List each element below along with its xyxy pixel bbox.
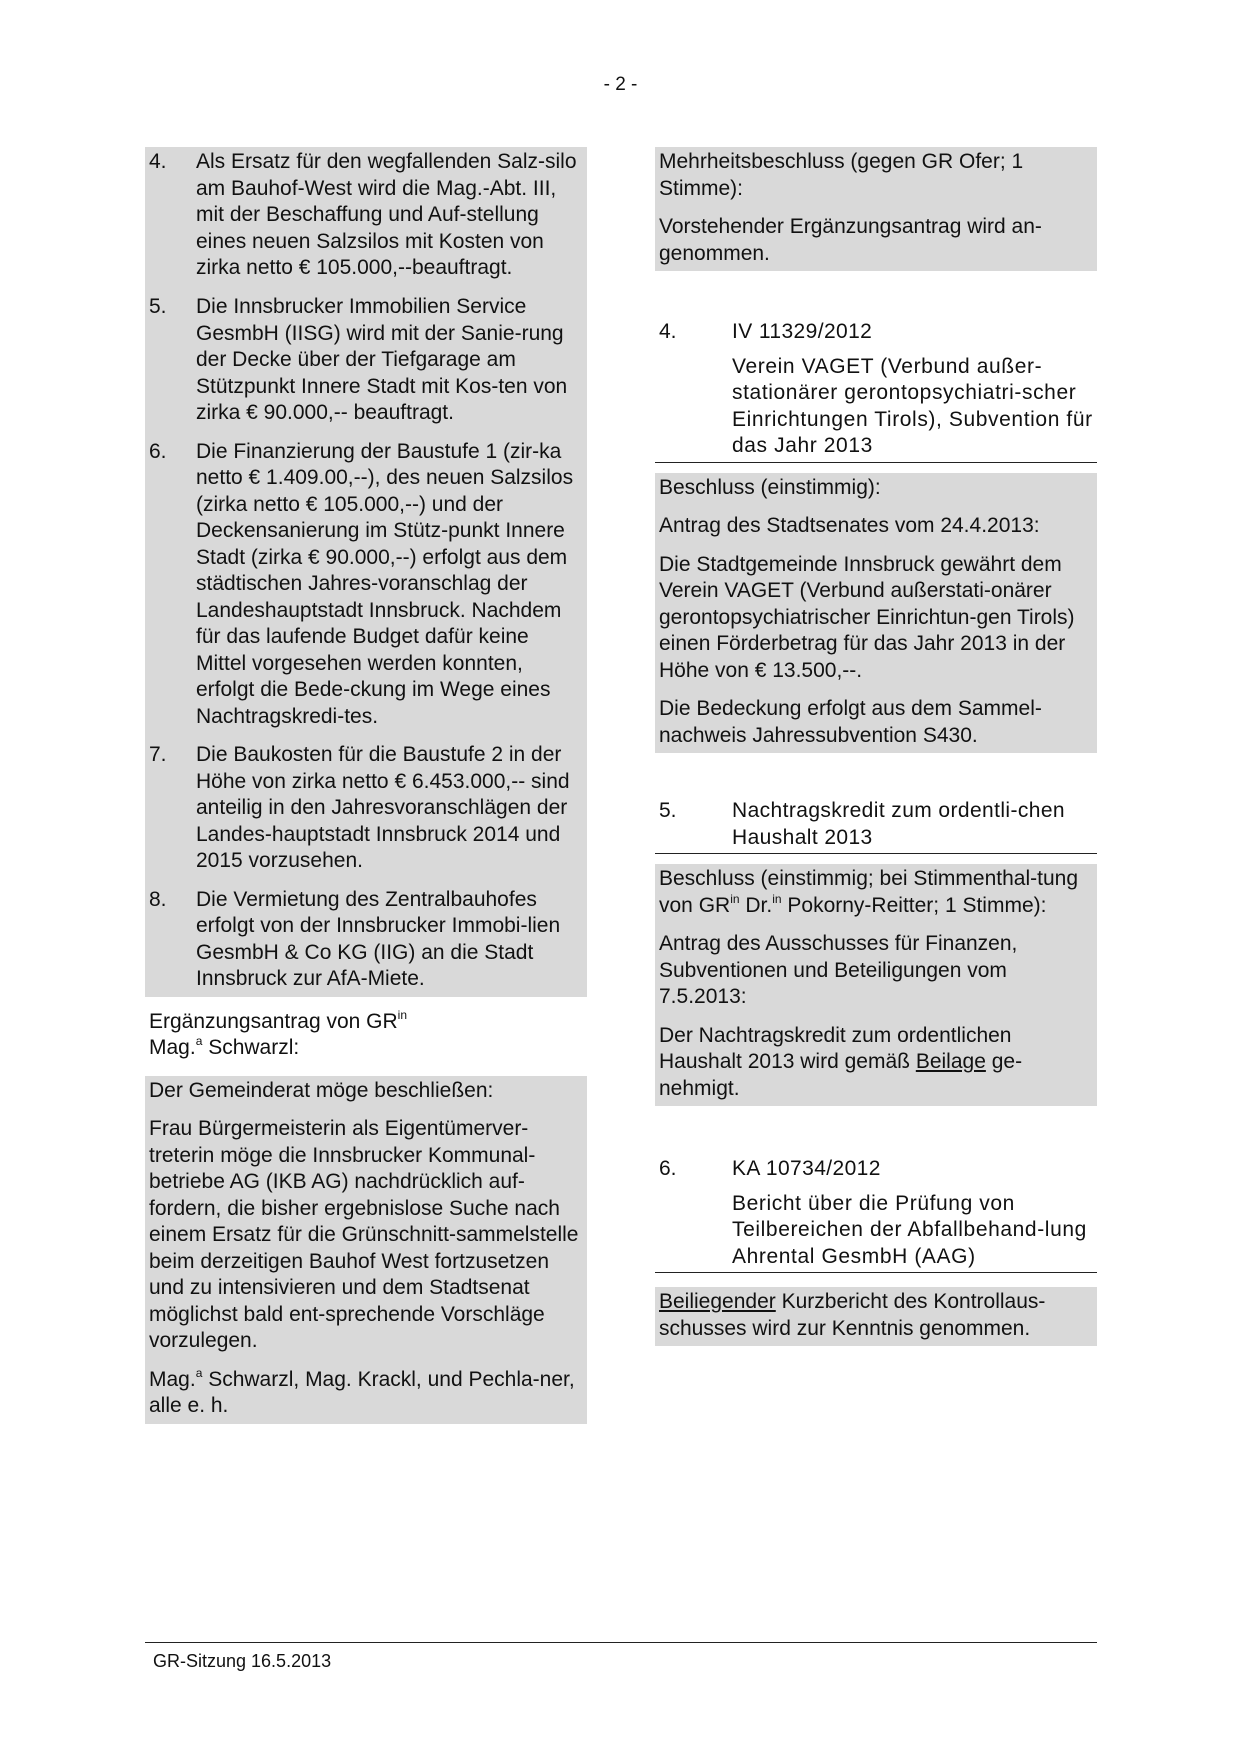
section-rule (655, 1272, 1097, 1273)
section-rule (655, 853, 1097, 854)
majority-resolution: Mehrheitsbeschluss (gegen GR Ofer; 1 Stimme): Vorstehender Ergänzungsantrag wird an-genommen. (655, 147, 1097, 271)
section-4-body: Beschluss (einstimmig): Antrag des Stadtsenates vom 24.4.2013: Die Stadtgemeinde Innsbruck gewährt dem Verein VAGET (Verbund außerstati-onärer gerontopsychiatrischer Einrichtun-gen Tirols) einen Förderbetrag für das Jahr 2013 in der Höhe von € 13.500,--. Die Bedeckung erfolgt aus dem Sammel-nachweis Jahressubvention S430. (655, 473, 1097, 754)
right-column (655, 147, 1097, 1346)
list-item: 7. Die Baukosten für die Baustufe 2 in der Höhe von zirka netto € 6.453.000,-- sind anteilig in den Jahresvoranschlägen der Landes-hauptstadt Innsbruck 2014 und 2015 vorzusehen. (149, 743, 570, 872)
footer-rule (145, 1642, 1097, 1643)
list-item: 6. Die Finanzierung der Baustufe 1 (zir-ka netto € 1.409.00,--), des neuen Salzsilos (zirka netto € 105.000,--) und der Deckensanierung im Stütz-punkt Innere Stadt (zirka € 90.000,--) erfolgt aus dem städtischen Jahres-voranschlag der Landeshauptstadt Innsbruck. Nachdem für das laufende Budget dafür keine Mittel vorgesehen werden konnten, erfolgt die Bede-ckung im Wege eines Nachtragskredi-tes. (149, 439, 574, 728)
section-4-title: Verein VAGET (Verbund außer-stationärer gerontopsychiatri-scher Einrichtungen Tirols), Subvention für das Jahr 2013 (732, 354, 1093, 457)
section-4-heading: 4. IV 11329/2012 Verein VAGET (Verbund außer-stationärer gerontopsychiatri-scher Einrichtungen Tirols), Subvention für das Jahr 2013 (655, 319, 1097, 460)
left-column (145, 147, 587, 1424)
list-item: 5. Die Innsbrucker Immobilien Service GesmbH (IISG) wird mit der Sanie-rung der Decke über der Tiefgarage am Stützpunkt Innere Stadt mit Kos-ten von zirka € 90.000,-- beauftragt. (149, 295, 568, 424)
footer: GR-Sitzung 16.5.2013 (153, 1651, 332, 1671)
section-5-body: Beschluss (einstimmig; bei Stimmenthal-tung von $GR^{in}$ Dr.$^{in}$ Pokorny-Reitter; 1 Stimme): Antrag des Ausschusses für Finanzen, Subventionen und Beteiligungen vom 7.5.2013: Der Nachtragskredit zum ordentlichen Haushalt 2013 wird gemäß Beilage ge-nehmigt. (655, 864, 1097, 1106)
beilage-link[interactable]: Beilage (915, 1050, 986, 1073)
page-number: - 2 - (603, 74, 638, 95)
section-5-heading: 5. Nachtragskredit zum ordentli-chen Haushalt 2013 (659, 799, 1066, 849)
list-item: 4. Als Ersatz für den wegfallenden Salz-silo am Bauhof-West wird die Mag.-Abt. III, mit der Beschaffung und Auf-stellung eines neuen Salzsilos mit Kosten von zirka netto € 105.000,--beauftragt. (149, 150, 577, 279)
section-rule (655, 462, 1097, 463)
amendment-text: Der Gemeinderat möge beschließen: Frau Bürgermeisterin als Eigentümerver-treterin möge die Innsbrucker Kommunal-betriebe AG (IKB AG) nachdrücklich auf-fordern, die bisher ergebnislose Suche nach einem Ersatz für die Grünschnitt-sammelstelle beim derzeitigen Bauhof West fortzusetzen und zu intensivieren und dem Stadtsenat möglichst bald ent-sprechende Vorschläge vorzulegen. Mag.$^a$ Schwarzl, Mag. Krackl, und Pechla-ner, alle e. h. (145, 1076, 587, 1424)
beiliegender-link[interactable]: Beiliegender (659, 1290, 776, 1313)
section-6-title: Bericht über die Prüfung von Teilbereichen der Abfallbehand-lung Ahrental GesmbH (AAG) (732, 1191, 1087, 1268)
list-item: 8. Die Vermietung des Zentralbauhofes erfolgt von der Innsbrucker Immobi-lien GesmbH & Co KG (IIG) an die Stadt Innsbruck zur AfA-Miete. (149, 887, 561, 990)
resolution-items (145, 147, 587, 997)
amendment-intro: Ergänzungsantrag von $GR^{in}$ Mag.$^a$ Schwarzl: (149, 1007, 407, 1059)
section-6-body: Beiliegender Kurzbericht des Kontrollaus-schusses wird zur Kenntnis genommen. (655, 1287, 1097, 1346)
section-6-heading: 6. KA 10734/2012 Bericht über die Prüfung von Teilbereichen der Abfallbehand-lung Ahrental GesmbH (AAG) (655, 1156, 1097, 1270)
signatories: Mag.$^a$ Schwarzl, Mag. Krackl, und Pechla-ner, alle e. h. (149, 1365, 575, 1417)
